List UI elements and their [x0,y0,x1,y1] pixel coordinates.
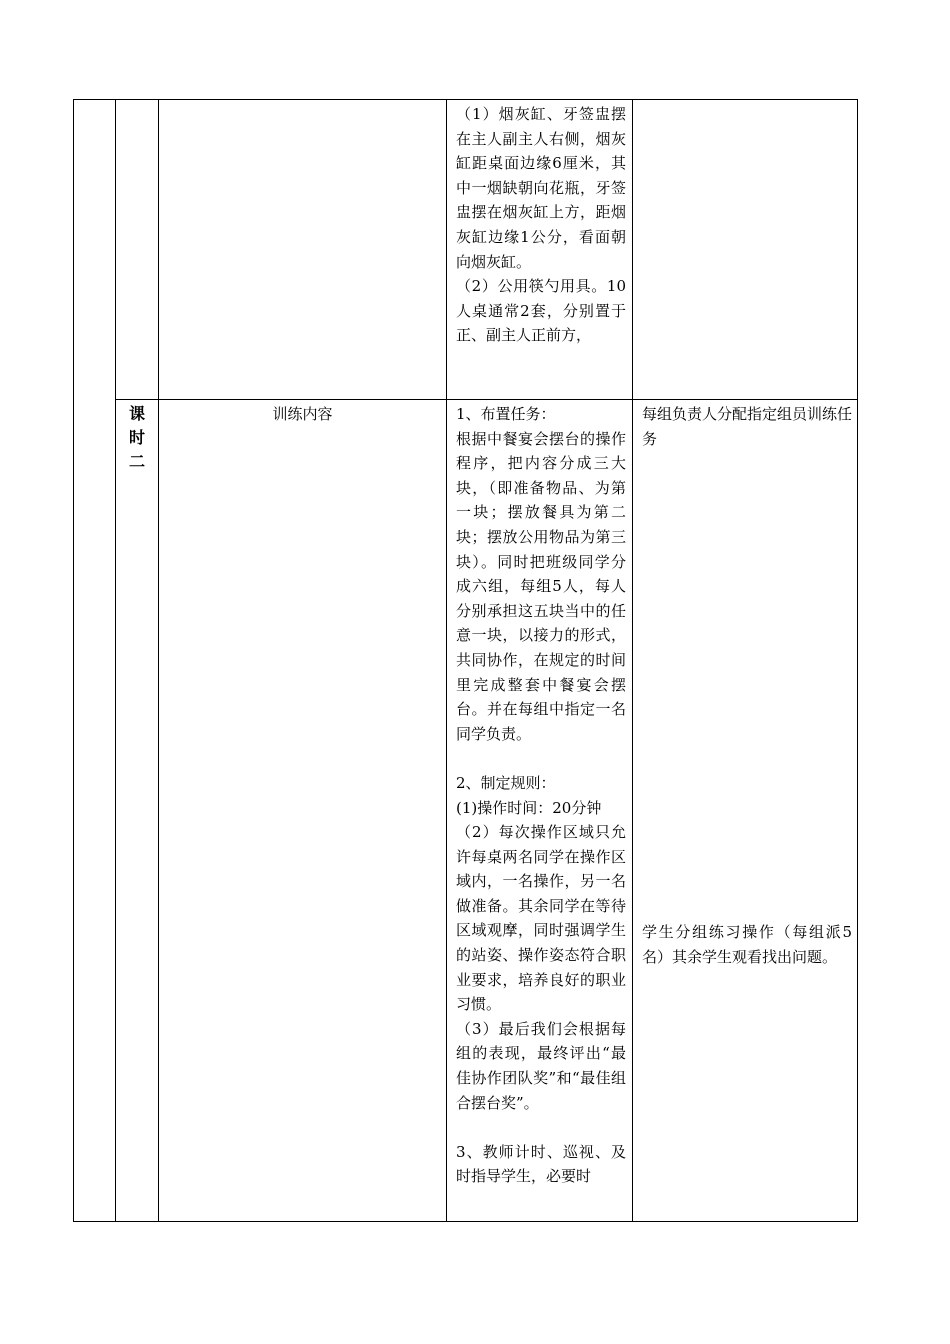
column-divider [446,99,447,1222]
content-paragraph: 根据中餐宴会摆台的操作程序，把内容分成三大块，（即准备物品、为第一块；摆放餐具为第二块；摆放公用物品为第三块）。同时把班级同学分成六组，每组5人，每人分别承担这五块当中的任意一块，以接力的形式，共同协作，在规定的时间里完成整套中餐宴会摆台。并在每组中指定一名同学负责。 [456,429,626,743]
lesson-plan-table [73,99,858,1222]
row-divider [115,399,858,400]
student-activity-cell [642,402,852,1218]
content-heading: 2、制定规则： [456,773,556,792]
column-divider [115,99,116,1222]
content-paragraph: （1）烟灰缸、牙签盅摆在主人副主人右侧，烟灰缸距桌面边缘6厘米，其中一烟缺朝向花瓶，牙签盅摆在烟灰缸上方，距烟灰缸边缘1公分，看面朝向烟灰缸。 [456,105,626,271]
content-paragraph: （2）公用筷勺用具。10人桌通常2套，分别置于正、副主人正前方， [456,277,626,345]
table-border-bottom [73,1221,858,1222]
item-cell [159,402,446,427]
content-cell-lesson [456,402,626,1189]
content-heading: 1、布置任务： [456,405,556,423]
content-paragraph: （2）每次操作区域只允许每桌两名同学在操作区域内，一名操作，另一名做准备。其余同学在等待区域观摩，同时强调学生的站姿、操作姿态符合职业要求，培养良好的职业习惯。 [456,823,626,1014]
content-paragraph: (1)操作时间：20分钟 [456,798,602,817]
item-label: 训练内容 [272,405,333,423]
content-heading: 3、教师计时、巡视、及时指导学生，必要时 [456,1142,626,1186]
table-border-top [73,99,858,100]
column-divider [158,99,159,1222]
content-cell-top [456,102,626,348]
column-divider [632,99,633,1222]
content-paragraph: （3）最后我们会根据每组的表现，最终评出“最佳协作团队奖”和“最佳组合摆台奖”。 [456,1019,626,1112]
table-border-left [73,99,74,1222]
student-activity: 学生分组练习操作（每组派5名）其余学生观看找出问题。 [642,923,852,966]
table-border-right [857,99,858,1222]
lesson-label: 课时二 [128,404,145,471]
student-activity: 每组负责人分配指定组员训练任务 [642,405,853,448]
